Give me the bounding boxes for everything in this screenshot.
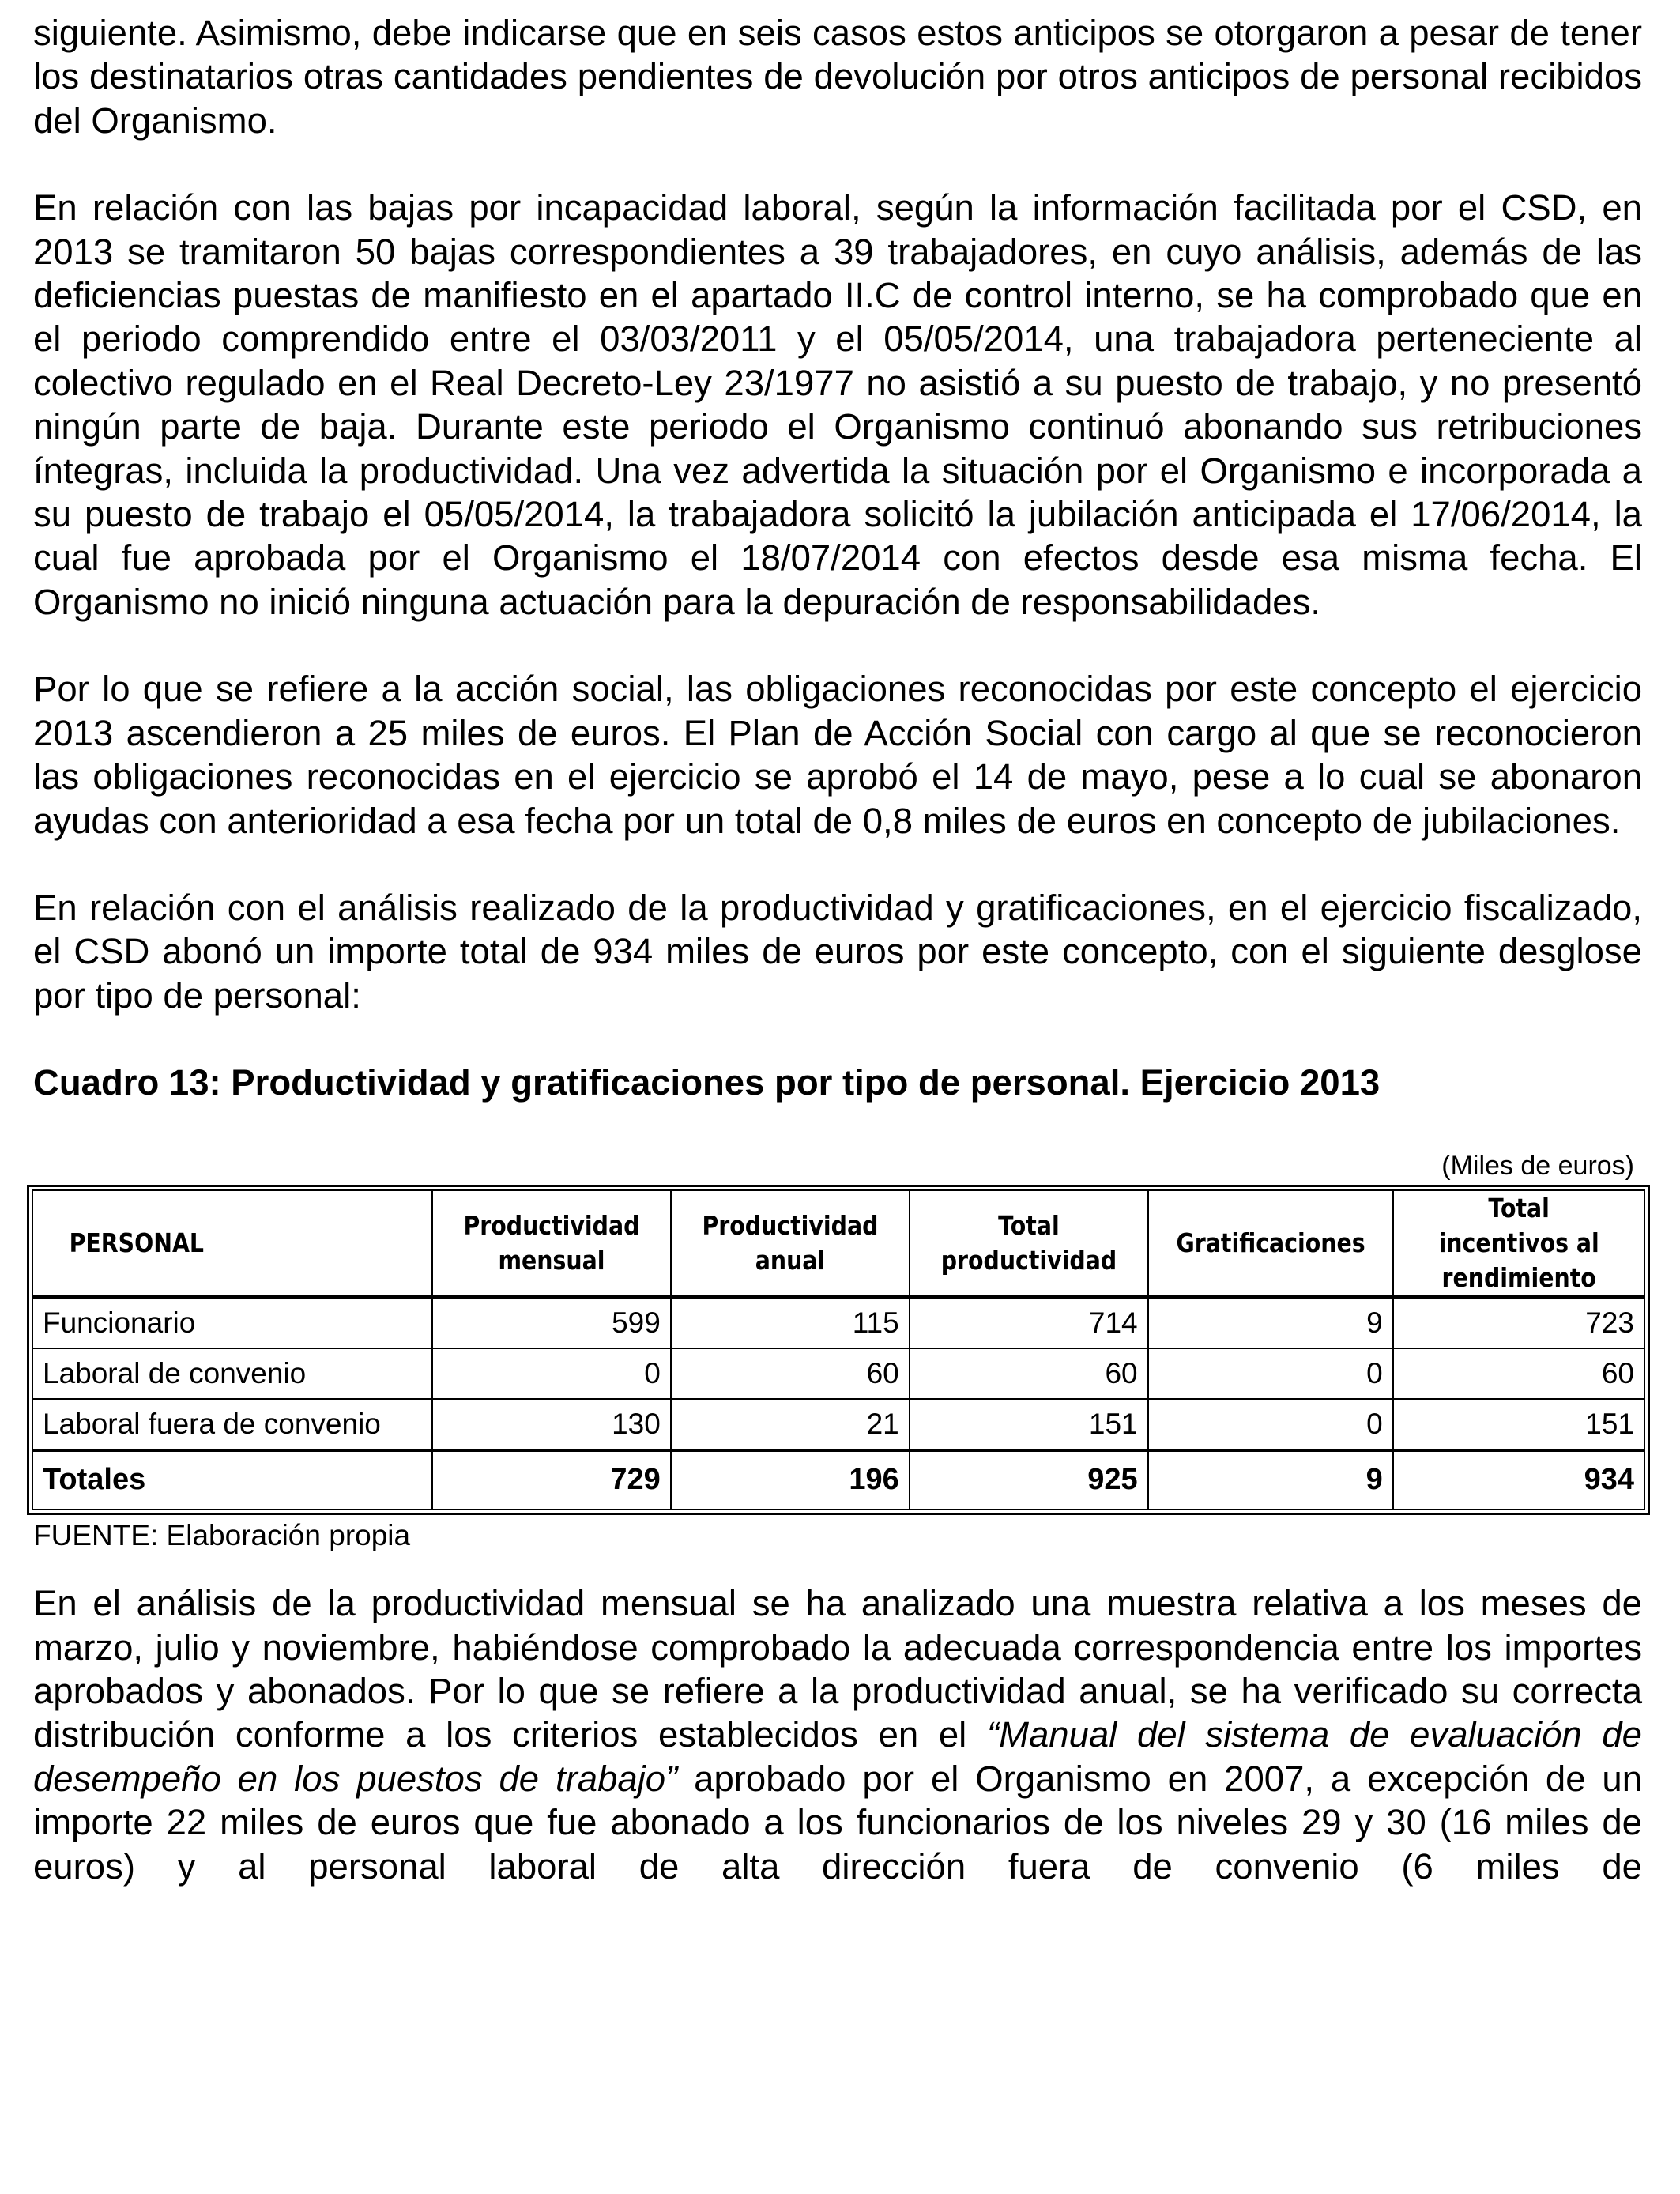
- paragraph-analisis-productividad: En el análisis de la productividad mensual se ha analizado una muestra relativa a los meses de marzo, julio y noviembre, habiéndose comprobado la adecuada correspondencia entre los importes aprobados y abonados. Por lo que se refiere a la productividad anual, se ha verificado su correcta distribución conforme a los criterios establecidos en el “Manual del sistema de evaluación de desempeño en los puestos de trabajo” aprobado por el Organismo en 2007, a excepción de un importe 22 miles de euros que fue abonado a los funcionarios de los niveles 29 y 30 (16 miles de euros) y al personal laboral de alta dirección fuera de convenio (6 miles de: [33, 1583, 1642, 1887]
- cell-value: 9: [1148, 1297, 1393, 1348]
- table-caption: Cuadro 13: Productividad y gratificaciones por tipo de personal. Ejercicio 2013: [33, 1062, 1381, 1103]
- cell-value: 723: [1393, 1297, 1644, 1348]
- cell-value: 60: [910, 1348, 1148, 1399]
- cell-value: 130: [432, 1399, 671, 1450]
- header-personal: PERSONAL: [60, 1190, 404, 1297]
- paragraph-accion-social: Por lo que se refiere a la acción social, las obligaciones reconocidas por este concepto el ejercicio 2013 ascendieron a 25 miles de euros. El Plan de Acción Social con cargo al que se reconocieron las obligaciones reconocidas en el ejercicio se aprobó el 14 de mayo, pese a lo cual se abonaron ayudas con anterioridad a esa fecha por un total de 0,8 miles de euros en concepto de jubilaciones.: [33, 669, 1642, 841]
- total-value: 925: [910, 1450, 1148, 1510]
- header-productividad-anual: Productividad anual: [687, 1190, 893, 1297]
- total-value: 934: [1393, 1450, 1644, 1510]
- table-row: [32, 1399, 1644, 1450]
- paragraph-productividad: En relación con el análisis realizado de la productividad y gratificaciones, en el ejercicio fiscalizado, el CSD abonó un importe total de 934 miles de euros por este concepto, con el siguiente desglose por tipo de personal:: [33, 887, 1642, 1016]
- row-label: Funcionario: [32, 1297, 432, 1348]
- cell-value: 0: [432, 1348, 671, 1399]
- cell-value: 60: [1393, 1348, 1644, 1399]
- row-label: Laboral fuera de convenio: [32, 1399, 432, 1450]
- cell-value: 714: [910, 1297, 1148, 1348]
- table-header-row: [32, 1190, 1644, 1297]
- table-units: (Miles de euros): [1441, 1151, 1634, 1182]
- totals-label: Totales: [32, 1450, 432, 1510]
- table-source: FUENTE: Elaboración propia: [33, 1519, 411, 1552]
- manual-title: “Manual del sistema de evaluación de desempeño en los puestos de trabajo”: [33, 1714, 1642, 1799]
- header-gratificaciones: Gratificaciones: [1165, 1190, 1376, 1297]
- cell-value: 599: [432, 1297, 671, 1348]
- productividad-table: [32, 1189, 1645, 1510]
- table-totals-row: [32, 1450, 1644, 1510]
- document-page: [33, 11, 1642, 1888]
- table-frame: [27, 1185, 1650, 1515]
- cell-value: 0: [1148, 1348, 1393, 1399]
- cell-value: 151: [1393, 1399, 1644, 1450]
- total-value: 729: [432, 1450, 671, 1510]
- header-total-incentivos: Total incentivos al rendimiento: [1411, 1190, 1627, 1297]
- cell-value: 115: [671, 1297, 910, 1348]
- table-row: [32, 1297, 1644, 1348]
- header-total-productividad: Total productividad: [926, 1190, 1132, 1297]
- header-productividad-mensual: Productividad mensual: [449, 1190, 654, 1297]
- total-value: 196: [671, 1450, 910, 1510]
- cell-value: 0: [1148, 1399, 1393, 1450]
- cell-value: 21: [671, 1399, 910, 1450]
- cell-value: 151: [910, 1399, 1148, 1450]
- row-label: Laboral de convenio: [32, 1348, 432, 1399]
- paragraph-bajas: En relación con las bajas por incapacidad laboral, según la información facilitada por el CSD, en 2013 se tramitaron 50 bajas correspondientes a 39 trabajadores, en cuyo análisis, además de las deficiencias puestas de manifiesto en el apartado II.C de control interno, se ha comprobado que en el periodo comprendido entre el 03/03/2011 y el 05/05/2014, una trabajadora perteneciente al colectivo regulado en el Real Decreto-Ley 23/1977 no asistió a su puesto de trabajo, y no presentó ningún parte de baja. Durante este periodo el Organismo continuó abonando sus retribuciones íntegras, incluida la productividad. Una vez advertida la situación por el Organismo e incorporada a su puesto de trabajo el 05/05/2014, la trabajadora solicitó la jubilación anticipada el 17/06/2014, la cual fue aprobada por el Organismo el 18/07/2014 con efectos desde esa misma fecha. El Organismo no inició ninguna actuación para la depuración de responsabilidades.: [33, 187, 1642, 622]
- total-value: 9: [1148, 1450, 1393, 1510]
- cell-value: 60: [671, 1348, 910, 1399]
- table-row: [32, 1348, 1644, 1399]
- paragraph-anticipos: siguiente. Asimismo, debe indicarse que en seis casos estos anticipos se otorgaron a pesar de tener los destinatarios otras cantidades pendientes de devolución por otros anticipos de personal recibidos del Organismo.: [33, 13, 1642, 141]
